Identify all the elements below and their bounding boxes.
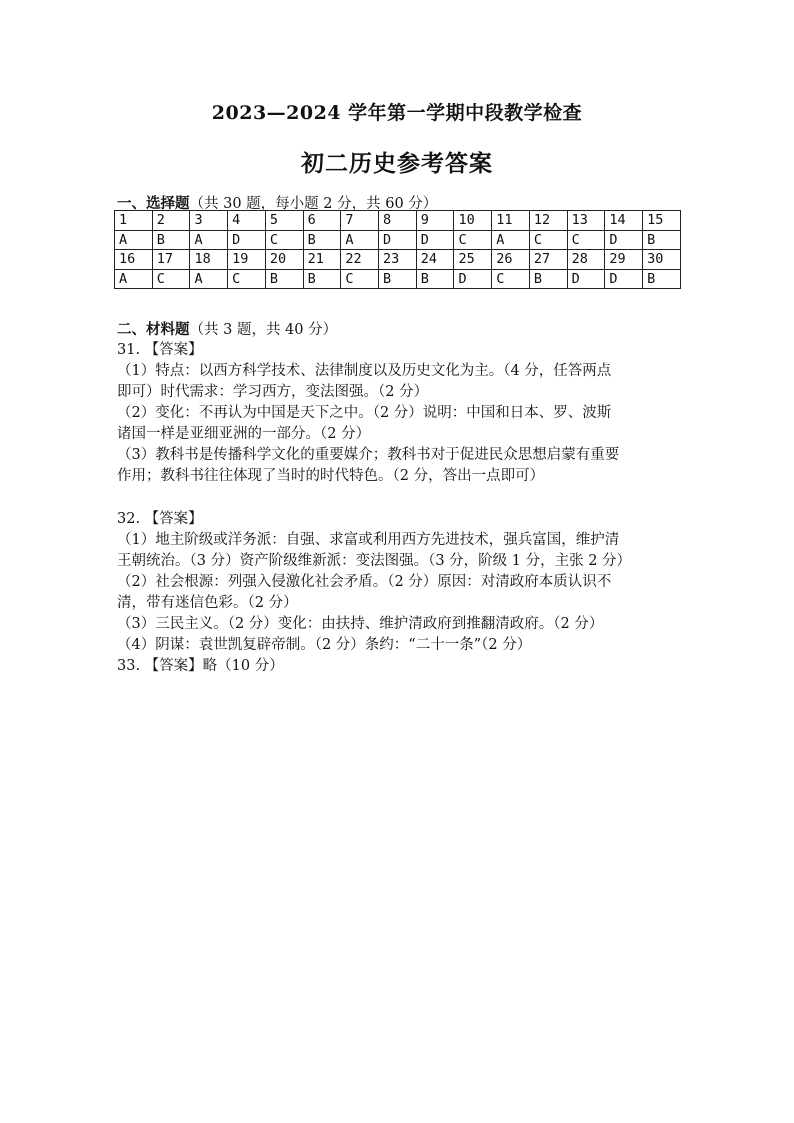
answer-line: 即可）时代需求：学习西方，变法图强。（2 分） <box>117 384 429 400</box>
answer-key-title: 初二历史参考答案 <box>301 150 493 177</box>
question-number-cell: 25 <box>454 250 492 270</box>
answer-line: 诸国一样是亚细亚洲的一部分。（2 分） <box>117 426 371 442</box>
question-number-cell: 27 <box>529 250 567 270</box>
answer-line: 32. 【答案】 <box>117 511 203 527</box>
answer-cell: C <box>341 269 379 289</box>
question-number-cell: 18 <box>190 250 228 270</box>
multiple-choice-answer-table <box>114 210 681 289</box>
section2-label: 二、材料题 <box>117 321 190 338</box>
answer-cell: A <box>492 230 530 250</box>
answers-body <box>117 340 697 677</box>
answer-cell: A <box>115 269 153 289</box>
answer-table-row <box>115 211 681 231</box>
answer-line: 王朝统治。（3 分）资产阶级维新派：变法图强。（3 分，阶级 1 分，主张 2 分） <box>117 553 632 569</box>
spacer <box>117 487 697 509</box>
question-number-cell: 6 <box>303 211 341 231</box>
question-number-cell: 24 <box>416 250 454 270</box>
question-number-cell: 26 <box>492 250 530 270</box>
answer-line: （2）社会根源：列强入侵激化社会矛盾。（2 分）原因：对清政府本质认识不 <box>117 574 612 590</box>
answer-cell: B <box>379 269 417 289</box>
answer-line: （1）地主阶级或洋务派：自强、求富或利用西方先进技术，强兵富国，维护清 <box>117 532 620 548</box>
answer-line: （3）三民主义。（2 分）变化：由扶持、维护清政府到推翻清政府。（2 分） <box>117 616 604 632</box>
section2-heading <box>117 318 337 339</box>
answer-cell: D <box>567 269 605 289</box>
answer-cell: D <box>454 269 492 289</box>
question-number-cell: 22 <box>341 250 379 270</box>
answer-cell: D <box>379 230 417 250</box>
question-number-cell: 5 <box>265 211 303 231</box>
answer-cell: B <box>303 269 341 289</box>
answer-line: 清，带有迷信色彩。（2 分） <box>117 595 298 611</box>
question-32-answer <box>117 509 697 656</box>
answer-cell: D <box>605 269 643 289</box>
question-number-cell: 15 <box>643 211 681 231</box>
answer-cell: D <box>605 230 643 250</box>
section1-note: （共 30 题，每小题 2 分，共 60 分） <box>189 196 438 212</box>
answer-cell: C <box>454 230 492 250</box>
question-number-cell: 3 <box>190 211 228 231</box>
answer-cell: B <box>416 269 454 289</box>
answer-line: 作用；教科书往往体现了当时的时代特色。（2 分，答出一点即可） <box>117 468 545 484</box>
question-number-cell: 30 <box>643 250 681 270</box>
answer-cell: B <box>643 269 681 289</box>
answer-table-row <box>115 230 681 250</box>
question-number-cell: 29 <box>605 250 643 270</box>
question-number-cell: 9 <box>416 211 454 231</box>
question-number-cell: 14 <box>605 211 643 231</box>
section2-note: （共 3 题，共 40 分） <box>189 322 338 338</box>
answer-cell: B <box>529 269 567 289</box>
answer-cell: C <box>228 269 266 289</box>
answer-cell: B <box>152 230 190 250</box>
answer-cell: D <box>228 230 266 250</box>
answer-cell: A <box>115 230 153 250</box>
answer-cell: D <box>416 230 454 250</box>
question-number-cell: 12 <box>529 211 567 231</box>
answer-cell: B <box>265 269 303 289</box>
answer-table-row <box>115 250 681 270</box>
question-number-cell: 17 <box>152 250 190 270</box>
question-number-cell: 2 <box>152 211 190 231</box>
answer-line: （1）特点：以西方科学技术、法律制度以及历史文化为主。（4 分，任答两点 <box>117 363 612 379</box>
answer-line: 31. 【答案】 <box>117 342 203 358</box>
question-number-cell: 28 <box>567 250 605 270</box>
exam-title: 2023—2024 学年第一学期中段教学检查 <box>211 102 583 124</box>
answer-line: （2）变化：不再认为中国是天下之中。（2 分）说明：中国和日本、罗、波斯 <box>117 405 612 421</box>
answer-cell: A <box>341 230 379 250</box>
answer-cell: A <box>190 230 228 250</box>
question-31-answer <box>117 340 697 487</box>
question-number-cell: 23 <box>379 250 417 270</box>
question-number-cell: 16 <box>115 250 153 270</box>
answer-cell: C <box>567 230 605 250</box>
question-number-cell: 8 <box>379 211 417 231</box>
question-number-cell: 20 <box>265 250 303 270</box>
answer-cell: C <box>265 230 303 250</box>
answer-cell: C <box>529 230 567 250</box>
question-number-cell: 10 <box>454 211 492 231</box>
question-number-cell: 19 <box>228 250 266 270</box>
question-number-cell: 7 <box>341 211 379 231</box>
question-number-cell: 1 <box>115 211 153 231</box>
question-number-cell: 4 <box>228 211 266 231</box>
answer-cell: A <box>190 269 228 289</box>
answer-line: （4）阴谋：袁世凯复辟帝制。（2 分）条约：“二十一条”（2 分） <box>117 637 532 653</box>
question-33-answer <box>117 656 697 677</box>
section1-label: 一、选择题 <box>117 195 190 212</box>
question-number-cell: 21 <box>303 250 341 270</box>
question-number-cell: 11 <box>492 211 530 231</box>
answer-cell: C <box>492 269 530 289</box>
answer-cell: B <box>303 230 341 250</box>
question-number-cell: 13 <box>567 211 605 231</box>
answer-line: 33. 【答案】略（10 分） <box>117 658 284 674</box>
answer-table-row <box>115 269 681 289</box>
answer-line: （3）教科书是传播科学文化的重要媒介；教科书对于促进民众思想启蒙有重要 <box>117 447 620 463</box>
answer-cell: B <box>643 230 681 250</box>
answer-cell: C <box>152 269 190 289</box>
